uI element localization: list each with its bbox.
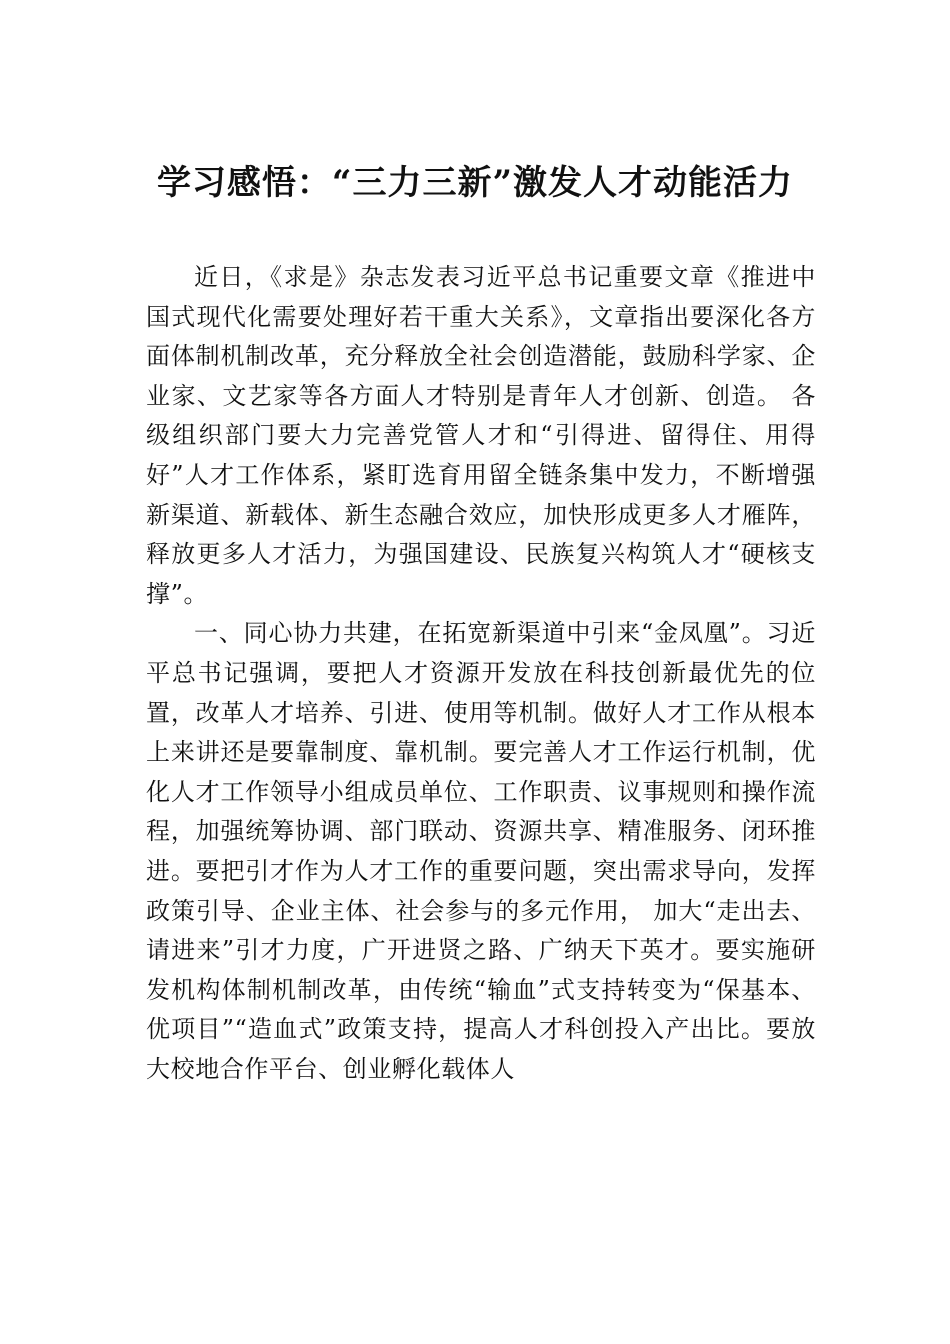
paragraph-intro: 近日，《求是》杂志发表习近平总书记重要文章《推进中国式现代化需要处理好若干重大关系》，文章指出要深化各方面体制机制改革，充分释放全社会创造潜能，鼓励科学家、企业家、文艺家等各方面人才特别是青年人才创新、创造。 各级组织部门要大力完善党管人才和“引得进、留得住、用得好”人才工作体系，紧盯选育用留全链条集中发力，不断增强新渠道、新载体、新生态融合效应，加快形成更多人才雁阵，释放更多人才活力，为强国建设、民族复兴构筑人才“硬核支撑”。 bbox=[146, 263, 816, 608]
paragraph-section-one: 一、同心协力共建，在拓宽新渠道中引来“金凤凰”。习近平总书记强调，要把人才资源开发放在科技创新最优先的位置，改革人才培养、引进、使用等机制。做好人才工作从根本上来讲还是要靠制度、靠机制。要完善人才工作运行机制，优化人才工作领导小组成员单位、工作职责、议事规则和操作流程，加强统筹协调、部门联动、资源共享、精准服务、闭环推进。要把引才作为人才工作的重要问题，突出需求导向，发挥政策引导、企业主体、社会参与的多元作用， 加大“走出去、请进来”引才力度，广开进贤之路、广纳天下英才。要实施研发机构体制机制改革，由传统“输血”式支持转变为“保基本、优项目”“造血式”政策支持，提高人才科创投入产出比。要放大校地合作平台、创业孵化载体人 bbox=[146, 619, 816, 1083]
document-body bbox=[146, 258, 816, 1089]
document-title: 学习感悟：“三力三新”激发人才动能活力 bbox=[156, 163, 794, 203]
